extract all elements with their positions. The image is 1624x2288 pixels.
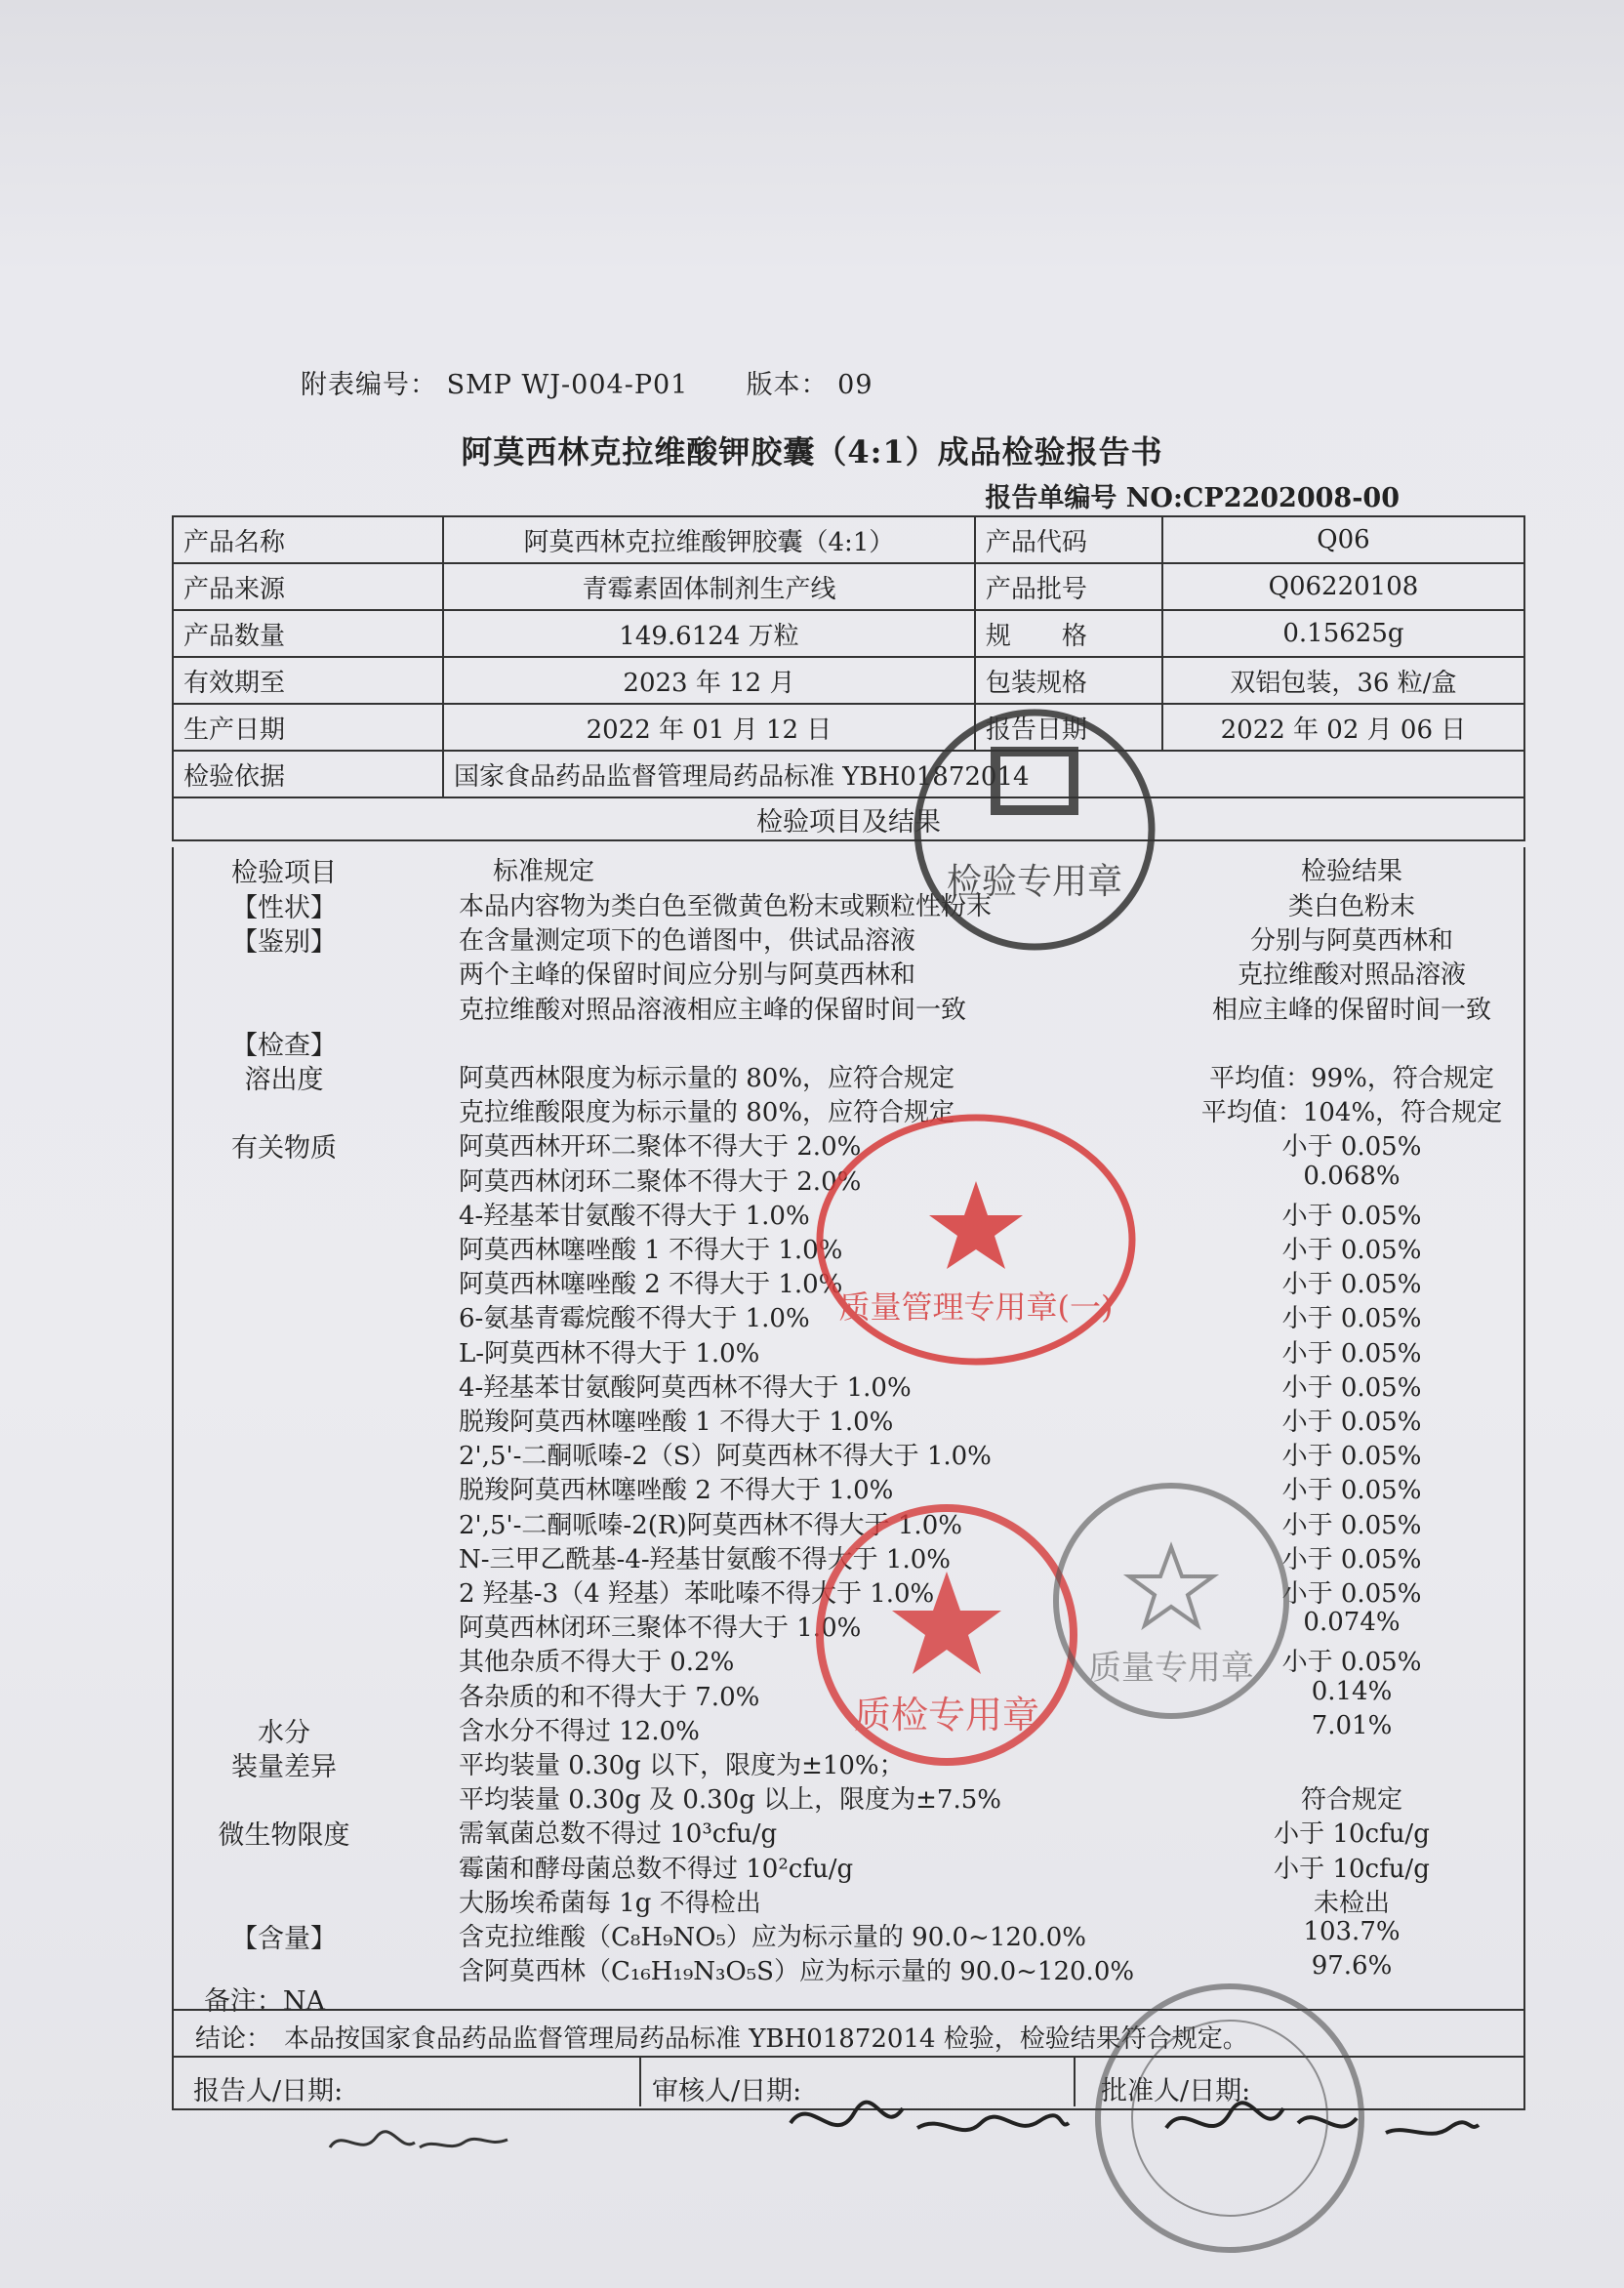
test-result: 小于 0.05% <box>1281 1648 1422 1677</box>
reporter-signature <box>322 2108 517 2167</box>
version-label: 版本： <box>746 370 829 400</box>
header-row <box>173 516 1524 563</box>
test-result: 类白色粉末 <box>1287 892 1415 921</box>
test-result: 小于 0.05% <box>1281 1236 1422 1265</box>
inspection-seal-text: 检验专用章 <box>946 862 1123 902</box>
test-standard: N-三甲乙酰基-4-羟基甘氨酸不得大于 1.0% <box>459 1545 951 1574</box>
inspection-seal-stamp <box>878 683 1191 976</box>
column-header-item: 检验项目 <box>231 858 337 888</box>
test-result: 相应主峰的保留时间一致 <box>1211 996 1491 1025</box>
column-header-standard: 标准规定 <box>493 857 595 886</box>
test-standard: 阿莫西林噻唑酸 1 不得大于 1.0% <box>459 1236 843 1265</box>
test-standard: 2',5'-二酮哌嗪-2(R)阿莫西林不得大于 1.0% <box>459 1511 962 1540</box>
test-item: 有关物质 <box>231 1133 337 1164</box>
test-item: 微生物限度 <box>218 1820 350 1851</box>
test-result: 小于 0.05% <box>1281 1373 1422 1403</box>
header-label: 包装规格 <box>975 657 1162 704</box>
report-title: 阿莫西林克拉维酸钾胶囊（4:1）成品检验报告书 <box>461 433 1163 470</box>
test-standard: 阿莫西林闭环二聚体不得大于 2.0% <box>459 1167 862 1197</box>
header-label: 产品代码 <box>975 516 1162 563</box>
test-result: 小于 0.05% <box>1281 1511 1422 1540</box>
test-item: 【鉴别】 <box>231 927 337 958</box>
header-row <box>173 610 1524 657</box>
test-standard: 其他杂质不得大于 0.2% <box>459 1648 735 1677</box>
test-standard: 4-羟基苯甘氨酸不得大于 1.0% <box>459 1202 810 1231</box>
test-result: 符合规定 <box>1300 1785 1402 1815</box>
red-seal-text: 质检专用章 <box>853 1694 1040 1736</box>
test-result: 小于 10cfu/g <box>1274 1855 1430 1884</box>
test-standard: L-阿莫西林不得大于 1.0% <box>459 1339 760 1369</box>
header-value: 双铝包装，36 粒/盒 <box>1162 657 1524 704</box>
header-label: 有效期至 <box>173 657 443 704</box>
test-standard: 在含量测定项下的色谱图中，供试品溶液 <box>459 926 916 956</box>
test-result: 小于 0.05% <box>1281 1270 1422 1299</box>
grey-seal-stamp <box>1035 1474 1308 1728</box>
header-label: 产品数量 <box>173 610 443 657</box>
section-row <box>173 797 1524 840</box>
test-standard: 阿莫西林噻唑酸 2 不得大于 1.0% <box>459 1270 843 1299</box>
approver-label: 批准人/日期: <box>1101 2076 1251 2106</box>
test-result: 小于 0.05% <box>1281 1476 1422 1505</box>
test-standard: 克拉维酸限度为标示量的 80%，应符合规定 <box>459 1098 955 1127</box>
test-standard: 阿莫西林闭环三聚体不得大于 1.0% <box>459 1614 862 1643</box>
test-item: 溶出度 <box>244 1065 324 1095</box>
test-standard: 本品内容物为类白色至微黄色粉末或颗粒性粉末 <box>459 892 993 921</box>
test-standard: 各杂质的和不得大于 7.0% <box>459 1683 760 1712</box>
test-result: 小于 0.05% <box>1281 1202 1422 1231</box>
test-item: 【检查】 <box>231 1031 337 1061</box>
basis-label: 检验依据 <box>173 751 443 797</box>
test-standard: 2',5'-二酮哌嗪-2（S）阿莫西林不得大于 1.0% <box>459 1442 992 1471</box>
footer-seal-stamp <box>1064 1972 1396 2265</box>
header-value: 149.6124 万粒 <box>443 610 975 657</box>
reporter-label: 报告人/日期: <box>193 2076 344 2106</box>
section-title: 检验项目及结果 <box>173 797 1524 840</box>
test-result: 未检出 <box>1313 1889 1390 1918</box>
header-value: Q06 <box>1162 516 1524 563</box>
header-label: 报告日期 <box>975 704 1162 751</box>
test-standard: 脱羧阿莫西林噻唑酸 2 不得大于 1.0% <box>459 1476 894 1505</box>
test-standard: 6-氨基青霉烷酸不得大于 1.0% <box>459 1304 810 1333</box>
test-result: 7.01% <box>1311 1711 1393 1740</box>
test-standard: 2 羟基-3（4 羟基）苯吡嗪不得大于 1.0% <box>459 1579 935 1609</box>
test-item: 装量差异 <box>231 1752 337 1782</box>
header-value: Q06220108 <box>1162 563 1524 610</box>
test-result: 分别与阿莫西林和 <box>1249 926 1453 956</box>
header-label: 产品来源 <box>173 563 443 610</box>
test-result: 小于 0.05% <box>1281 1442 1422 1471</box>
test-result: 小于 0.05% <box>1281 1339 1422 1369</box>
test-standard: 含阿莫西林（C₁₆H₁₉N₃O₅S）应为标示量的 90.0~120.0% <box>459 1957 1135 1986</box>
footer-divider-v <box>639 2056 641 2106</box>
report-number: 报告单编号 NO:CP2202008-00 <box>985 483 1400 513</box>
test-item: 【含量】 <box>231 1924 337 1954</box>
test-result: 0.074% <box>1303 1608 1401 1637</box>
basis-value: 国家食品药品监督管理局药品标准 YBH01872014 <box>443 751 1524 797</box>
test-standard: 克拉维酸对照品溶液相应主峰的保留时间一致 <box>459 996 967 1025</box>
test-result: 平均值：99%，符合规定 <box>1209 1064 1494 1093</box>
header-row <box>173 563 1524 610</box>
header-value: 0.15625g <box>1162 610 1524 657</box>
header-label: 生产日期 <box>173 704 443 751</box>
test-result: 平均值：104%，符合规定 <box>1200 1098 1503 1127</box>
header-label: 规 格 <box>975 610 1162 657</box>
qc-seal-stamp <box>810 1103 1142 1376</box>
reviewer-signature <box>781 2084 1074 2157</box>
header-value: 青霉素固体制剂生产线 <box>443 563 975 610</box>
remark: 备注：NA <box>203 1986 326 2017</box>
test-result: 103.7% <box>1303 1917 1401 1946</box>
test-result: 小于 0.05% <box>1281 1304 1422 1333</box>
test-result: 小于 10cfu/g <box>1274 1819 1430 1849</box>
test-standard: 平均装量 0.30g 及 0.30g 以上，限度为±7.5% <box>459 1785 1001 1815</box>
test-standard: 4-羟基苯甘氨酸阿莫西林不得大于 1.0% <box>459 1373 912 1403</box>
test-standard: 含克拉维酸（C₈H₉NO₅）应为标示量的 90.0~120.0% <box>459 1923 1086 1952</box>
test-result: 0.068% <box>1303 1162 1401 1191</box>
test-standard: 平均装量 0.30g 以下，限度为±10%； <box>459 1751 905 1780</box>
form-no-label: 附表编号： <box>301 370 437 400</box>
form-no: SMP WJ-004-P01 <box>446 370 689 400</box>
test-result: 97.6% <box>1311 1951 1393 1981</box>
header-label: 产品批号 <box>975 563 1162 610</box>
header-row <box>173 704 1524 751</box>
test-standard: 两个主峰的保留时间应分别与阿莫西林和 <box>459 960 916 990</box>
test-standard: 含水分不得过 12.0% <box>459 1717 700 1746</box>
header-value: 2022 年 01 月 12 日 <box>443 704 975 751</box>
test-standard: 脱羧阿莫西林噻唑酸 1 不得大于 1.0% <box>459 1408 894 1437</box>
header-table <box>172 515 1525 841</box>
grey-seal-text: 质量专用章 <box>1088 1649 1254 1688</box>
test-result: 小于 0.05% <box>1281 1408 1422 1437</box>
test-item: 【性状】 <box>231 893 337 923</box>
test-standard: 大肠埃希菌每 1g 不得检出 <box>459 1889 761 1918</box>
test-standard: 需氧菌总数不得过 10³cfu/g <box>459 1819 778 1849</box>
column-header-result: 检验结果 <box>1300 857 1402 886</box>
test-result: 克拉维酸对照品溶液 <box>1237 960 1466 990</box>
test-result: 小于 0.05% <box>1281 1579 1422 1609</box>
header-row <box>173 657 1524 704</box>
basis-row <box>173 751 1524 797</box>
test-standard: 阿莫西林开环二聚体不得大于 2.0% <box>459 1132 862 1162</box>
header-label: 产品名称 <box>173 516 443 563</box>
test-result: 0.14% <box>1311 1677 1393 1706</box>
test-item: 水分 <box>258 1718 310 1748</box>
conclusion: 结论： 本品按国家食品药品监督管理局药品标准 YBH01872014 检验，检验结果符合规定。 <box>195 2024 1248 2054</box>
header-value: 阿莫西林克拉维酸钾胶囊（4:1） <box>443 516 975 563</box>
reviewer-label: 审核人/日期: <box>652 2076 802 2106</box>
test-standard: 霉菌和酵母菌总数不得过 10²cfu/g <box>459 1855 854 1884</box>
form-meta <box>301 363 873 401</box>
header-value: 2022 年 02 月 06 日 <box>1162 704 1524 751</box>
header-value: 2023 年 12 月 <box>443 657 975 704</box>
test-result: 小于 0.05% <box>1281 1132 1422 1162</box>
qc-seal-text: 质量管理专用章(一) <box>838 1288 1114 1326</box>
test-standard: 阿莫西林限度为标示量的 80%，应符合规定 <box>459 1064 955 1093</box>
version: 09 <box>837 370 873 400</box>
test-result: 小于 0.05% <box>1281 1545 1422 1574</box>
